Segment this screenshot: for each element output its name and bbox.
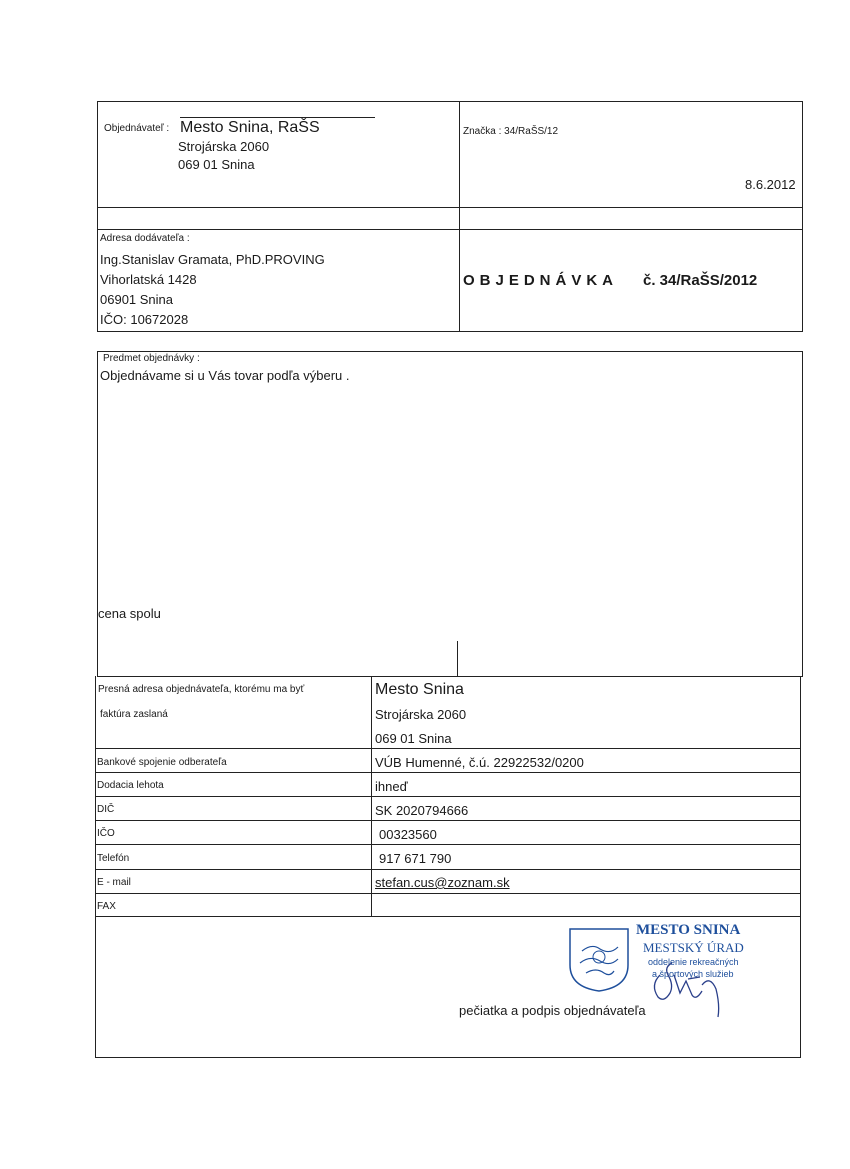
- invoice-city: 069 01 Snina: [375, 731, 452, 746]
- order-title-word: OBJEDNÁVKA: [463, 272, 619, 289]
- detail-value-delivery: ihneď: [375, 779, 408, 794]
- table-line: [95, 869, 800, 870]
- stamp-line1: MESTO SNINA: [636, 922, 741, 938]
- stamp-line2: MESTSKÝ ÚRAD: [643, 940, 744, 955]
- orderer-label: Objednávateľ :: [104, 123, 170, 134]
- supplier-label: Adresa dodávateľa :: [100, 233, 190, 244]
- reference-label: Značka : 34/RaŠS/12: [463, 126, 559, 137]
- orderer-name: Mesto Snina, RaŠS: [180, 119, 320, 136]
- order-date: 8.6.2012: [745, 177, 796, 192]
- detail-label-fax: FAX: [97, 901, 116, 912]
- stamp-line3: oddelenie rekreačných: [648, 957, 739, 967]
- table-bottom-line: [95, 1057, 800, 1058]
- supplier-name: Ing.Stanislav Gramata, PhD.PROVING: [100, 252, 325, 267]
- supplier-divider: [459, 229, 460, 332]
- supplier-city: 06901 Snina: [100, 292, 174, 307]
- invoice-label-line2: faktúra zaslaná: [100, 709, 168, 720]
- detail-value-dic: SK 2020794666: [375, 803, 469, 818]
- orderer-street: Strojárska 2060: [178, 139, 270, 154]
- invoice-street: Strojárska 2060: [375, 707, 467, 722]
- signature-label: pečiatka a podpis objednávateľa: [459, 1003, 646, 1018]
- invoice-label-line1: Presná adresa objednávateľa, ktorému ma byť: [98, 684, 305, 695]
- table-line: [95, 820, 800, 821]
- detail-label-bank: Bankové spojenie odberateľa: [97, 757, 227, 768]
- stamp-line4: a športových služieb: [652, 969, 734, 979]
- detail-value-email[interactable]: stefan.cus@zoznam.sk: [375, 875, 510, 890]
- table-line: [95, 893, 800, 894]
- detail-value-phone: 917 671 790: [379, 851, 452, 866]
- total-price-label: cena spolu: [98, 606, 161, 621]
- supplier-street: Vihorlatská 1428: [100, 272, 197, 287]
- table-left-edge: [95, 676, 96, 1058]
- table-right-edge: [800, 676, 801, 1058]
- order-title-number: č. 34/RaŠS/2012: [643, 272, 758, 289]
- table-line: [95, 916, 800, 917]
- subject-block: [97, 351, 803, 677]
- table-line: [95, 772, 800, 773]
- subject-label: Predmet objednávky :: [103, 353, 200, 364]
- detail-label-dic: DIČ: [97, 804, 115, 815]
- table-line: [95, 844, 800, 845]
- detail-value-bank: VÚB Humenné, č.ú. 22922532/0200: [375, 755, 584, 770]
- subject-text: Objednávame si u Vás tovar podľa výberu .: [100, 368, 350, 383]
- table-line: [95, 796, 800, 797]
- detail-label-email: E - mail: [97, 877, 131, 888]
- subject-divider: [457, 641, 458, 677]
- orderer-city: 069 01 Snina: [178, 157, 255, 172]
- detail-value-ico: 00323560: [379, 827, 437, 842]
- header-bottom-line: [97, 207, 803, 208]
- header-divider: [459, 101, 460, 230]
- signature-icon: [640, 945, 735, 1020]
- supplier-ico: IČO: 10672028: [100, 312, 189, 327]
- orderer-underline: [180, 117, 375, 118]
- detail-label-phone: Telefón: [97, 853, 130, 864]
- detail-label-delivery: Dodacia lehota: [97, 780, 164, 791]
- table-line: [95, 748, 800, 749]
- invoice-name: Mesto Snina: [375, 681, 464, 698]
- city-crest-stamp-icon: [566, 925, 632, 993]
- detail-label-ico: IČO: [97, 828, 115, 839]
